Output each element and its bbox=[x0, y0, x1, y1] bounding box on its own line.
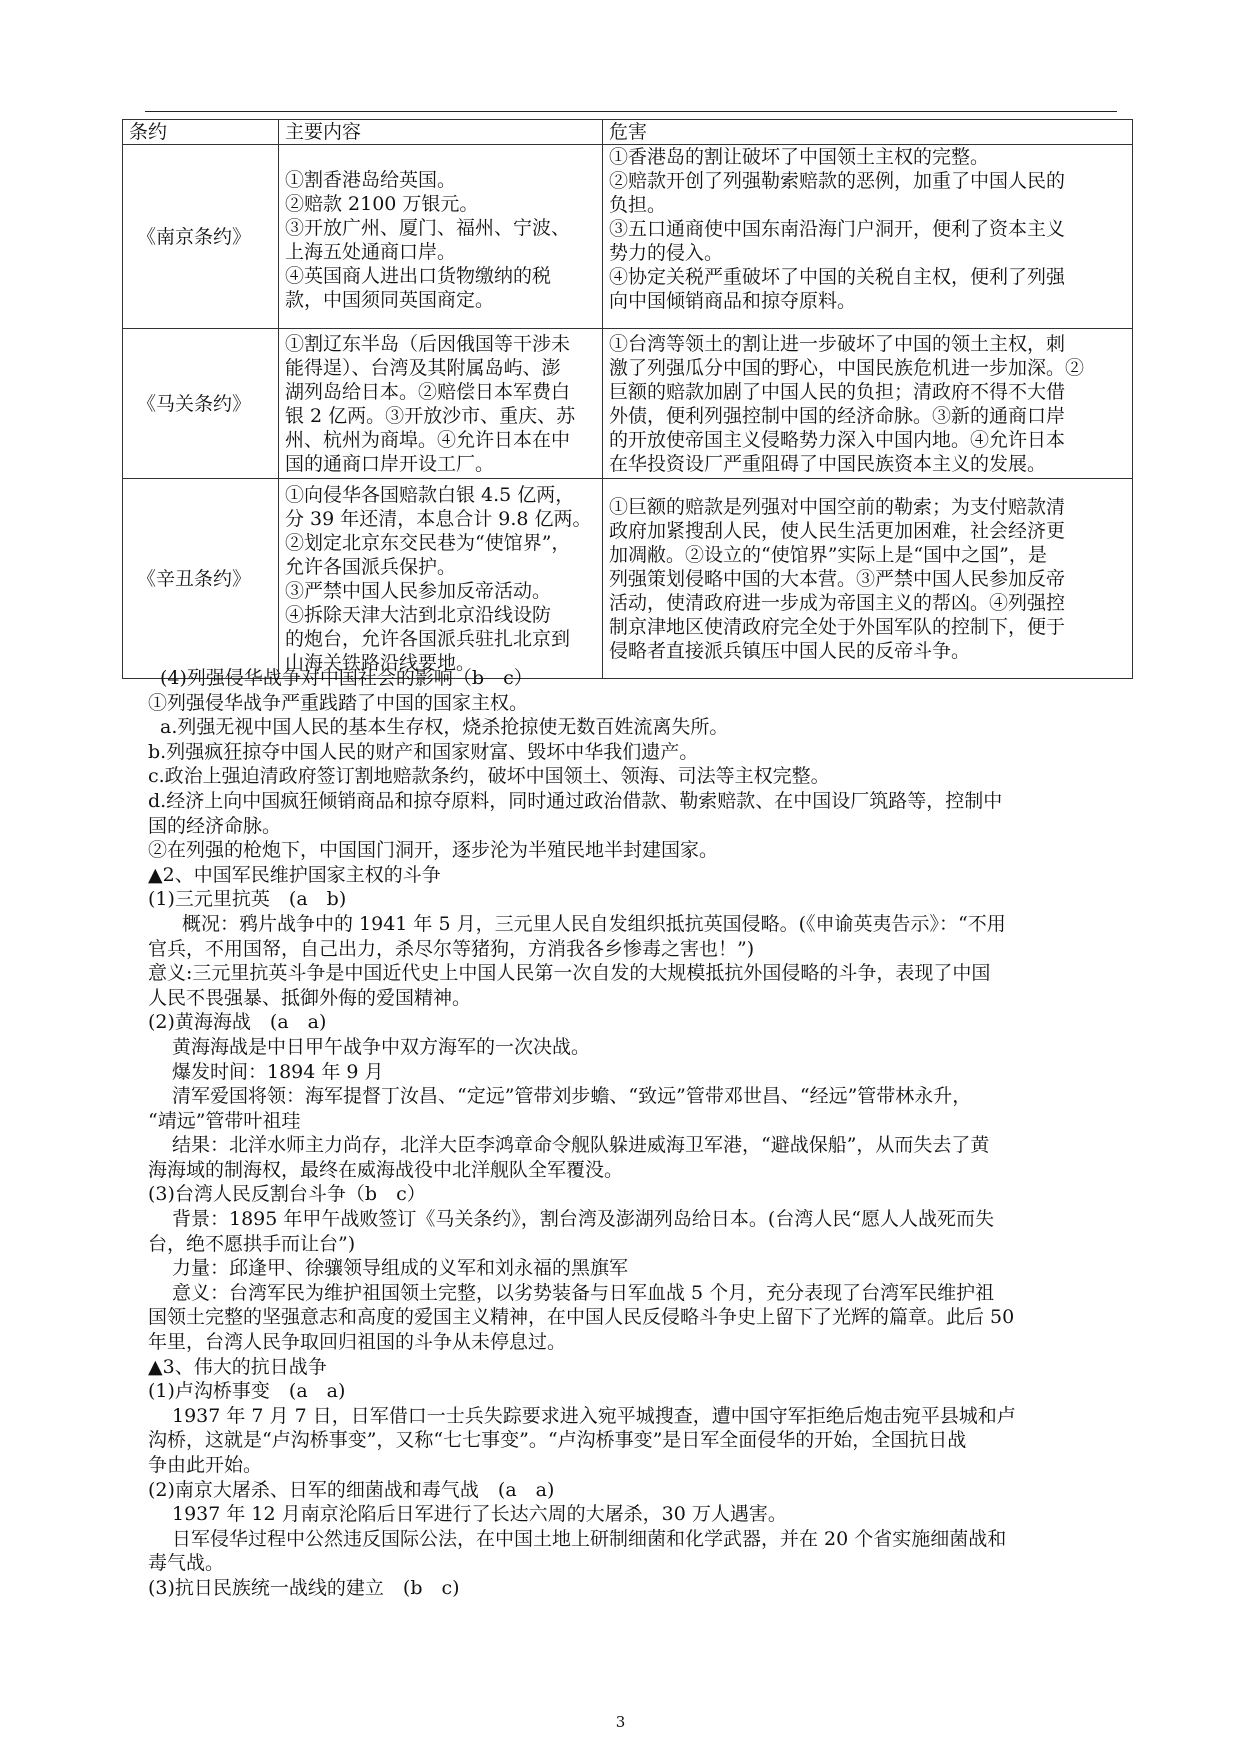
treaty-name: 《南京条约》 bbox=[123, 145, 279, 329]
harm-line: ①香港岛的割让破坏了中国领土主权的完整。 bbox=[609, 146, 990, 168]
harm-line: ③五口通商使中国东南沿海门户洞开，便利了资本主义 bbox=[609, 218, 1066, 240]
body-line: 背景：1895 年甲午战败签订《马关条约》，割台湾及澎湖列岛给日本。(台湾人民“愿人人战死而失 bbox=[172, 1208, 995, 1231]
section-heading: ▲2、中国军民维护国家主权的斗争 bbox=[148, 863, 441, 886]
content-line: ①向侵华各国赔款白银 4.5 亿两， bbox=[285, 483, 575, 506]
content-line: 国的通商口岸开设工厂。 bbox=[285, 452, 495, 475]
harm-line: ①巨额的赔款是列强对中国空前的勒索；为支付赔款清 bbox=[609, 495, 1066, 518]
subsection-heading: (3)台湾人民反割台斗争（b c） bbox=[148, 1183, 426, 1206]
harm-line: ①台湾等领土的割让进一步破坏了中国的领土主权，刺 bbox=[609, 332, 1066, 355]
treaty-harm bbox=[603, 479, 1133, 679]
section-heading: ▲3、伟大的抗日战争 bbox=[148, 1355, 327, 1378]
table-row-nanjing bbox=[123, 145, 1133, 329]
body-text bbox=[148, 666, 1108, 1601]
body-line: 争由此开始。 bbox=[148, 1454, 263, 1476]
body-line: c.政治上强迫清政府签订割地赔款条约，破坏中国领土、领海、司法等主权完整。 bbox=[148, 765, 830, 788]
body-line: ①列强侵华战争严重践踏了中国的国家主权。 bbox=[148, 691, 529, 714]
body-line: 爆发时间：1894 年 9 月 bbox=[172, 1060, 384, 1083]
body-line: 清军爱国将领：海军提督丁汝昌、“定远”管带刘步蟾、“致远”管带邓世昌、“经远”管带林永升， bbox=[172, 1085, 972, 1108]
harm-line: 激了列强瓜分中国的野心，中国民族危机进一步加深。② bbox=[609, 356, 1085, 379]
content-line: ②划定北京东交民巷为“使馆界”， bbox=[285, 531, 571, 554]
body-line: “靖远”管带叶祖珪 bbox=[148, 1109, 301, 1132]
body-line: 国的经济命脉。 bbox=[148, 814, 282, 837]
body-line: a.列强无视中国人民的基本生存权，烧杀抢掠使无数百姓流离失所。 bbox=[160, 716, 729, 739]
content-line: 银 2 亿两。③开放沙市、重庆、苏 bbox=[285, 404, 576, 427]
treaty-name: 《马关条约》 bbox=[123, 329, 279, 479]
body-line: 意义:三元里抗英斗争是中国近代史上中国人民第一次自发的大规模抵抗外国侵略的斗争，表现了中国 bbox=[148, 962, 991, 985]
content-line: 款，中国须同英国商定。 bbox=[285, 288, 495, 311]
body-line: 概况：鸦片战争中的 1941 年 5 月，三元里人民自发组织抵抗英国侵略。(《申谕英夷告示》：“不用 bbox=[182, 912, 1006, 935]
harm-line: 外债，便利列强控制中国的经济命脉。③新的通商口岸 bbox=[609, 404, 1066, 427]
body-line: 意义：台湾军民为维护祖国领土完整，以劣势装备与日军血战 5 个月，充分表现了台湾军民维护祖 bbox=[172, 1281, 995, 1304]
content-line: 能得逞）、台湾及其附属岛屿、澎 bbox=[285, 356, 561, 379]
header-content: 主要内容 bbox=[279, 120, 603, 145]
body-line: 官兵，不用国帑，自己出力，杀尽尔等猪狗，方消我各乡惨毒之害也！”) bbox=[148, 937, 755, 960]
harm-line: 侵略者直接派兵镇压中国人民的反帝斗争。 bbox=[609, 639, 971, 662]
subsection-heading: (1)卢沟桥事变 (a a) bbox=[148, 1380, 346, 1403]
subsection-heading: (2)南京大屠杀、日军的细菌战和毒气战 (a a) bbox=[148, 1478, 555, 1501]
harm-line: ④协定关税严重破坏了中国的关税自主权，便利了列强 bbox=[609, 266, 1066, 288]
content-line: 允许各国派兵保护。 bbox=[285, 555, 457, 578]
body-line: 结果：北洋水师主力尚存，北洋大臣李鸿章命令舰队躲进威海卫军港，“避战保船”，从而失去了黄 bbox=[172, 1134, 990, 1157]
body-line: b.列强疯狂掠夺中国人民的财产和国家财富、毁坏中华我们遗产。 bbox=[148, 740, 699, 763]
harm-line: 向中国倾销商品和掠夺原料。 bbox=[609, 290, 857, 312]
content-line: ②赔款 2100 万银元。 bbox=[285, 192, 479, 215]
body-line: 黄海海战是中日甲午战争中双方海军的一次决战。 bbox=[172, 1035, 591, 1058]
treaty-content bbox=[279, 329, 603, 479]
header-treaty: 条约 bbox=[123, 120, 279, 145]
body-line: 海海域的制海权，最终在威海战役中北洋舰队全军覆没。 bbox=[148, 1158, 624, 1181]
header-rule bbox=[145, 111, 1117, 112]
harm-line: 制京津地区使清政府完全处于外国军队的控制下，便于 bbox=[609, 615, 1066, 638]
content-line: ①割香港岛给英国。 bbox=[285, 168, 457, 191]
page-number: 3 bbox=[615, 1713, 626, 1731]
subsection-heading: (1)三元里抗英 (a b) bbox=[148, 888, 347, 911]
harm-line: 活动，使清政府进一步成为帝国主义的帮凶。④列强控 bbox=[609, 591, 1066, 614]
content-line: 湖列岛给日本。②赔偿日本军费白 bbox=[285, 380, 571, 403]
treaty-harm bbox=[603, 145, 1133, 329]
body-line: 1937 年 7 月 7 日，日军借口一士兵失踪要求进入宛平城搜查，遭中国守军拒绝后炮击宛平县城和卢 bbox=[172, 1404, 1016, 1427]
body-line: 人民不畏强暴、抵御外侮的爱国精神。 bbox=[148, 986, 472, 1009]
table-row-maguan bbox=[123, 329, 1133, 479]
harm-line: 势力的侵入。 bbox=[609, 242, 724, 264]
body-line: 国领土完整的坚强意志和高度的爱国主义精神，在中国人民反侵略斗争史上留下了光辉的篇章。此后 50 bbox=[148, 1306, 1015, 1329]
content-line: ③严禁中国人民参加反帝活动。 bbox=[285, 579, 552, 602]
harm-line: 负担。 bbox=[609, 194, 667, 216]
content-line: 山海关铁路沿线要地。 bbox=[285, 651, 476, 674]
content-line: 的炮台，允许各国派兵驻扎北京到 bbox=[285, 627, 571, 650]
harm-line: 列强策划侵略中国的大本营。③严禁中国人民参加反帝 bbox=[609, 567, 1066, 590]
table-row-xinchou bbox=[123, 479, 1133, 679]
content-line: ③开放广州、厦门、福州、宁波、 bbox=[285, 216, 571, 239]
body-line: 毒气战。 bbox=[148, 1552, 225, 1575]
content-line: 分 39 年还清，本息合计 9.8 亿两。 bbox=[285, 507, 592, 530]
subsection-heading: (3)抗日民族统一战线的建立 (b c) bbox=[148, 1576, 460, 1599]
treaty-harm bbox=[603, 329, 1133, 479]
content-line: ①割辽东半岛（后因俄国等干涉未 bbox=[285, 332, 571, 355]
body-line: 年里，台湾人民争取回归祖国的斗争从未停息过。 bbox=[148, 1331, 567, 1354]
content-line: 州、杭州为商埠。④允许日本在中 bbox=[285, 428, 571, 451]
content-line: ④拆除天津大沽到北京沿线设防 bbox=[285, 603, 552, 626]
harm-line: 政府加紧搜刮人民，使人民生活更加困难，社会经济更 bbox=[609, 519, 1066, 542]
harm-line: 巨额的赔款加剧了中国人民的负担；清政府不得不大借 bbox=[609, 380, 1066, 403]
header-harm: 危害 bbox=[603, 120, 1133, 145]
harm-line: 加凋敝。②设立的“使馆界”实际上是“国中之国”，是 bbox=[609, 543, 1047, 566]
treaty-table bbox=[122, 119, 1133, 679]
body-line: 力量：邱逢甲、徐骧领导组成的义军和刘永福的黑旗军 bbox=[172, 1257, 629, 1280]
harm-line: 在华投资设厂严重阻碍了中国民族资本主义的发展。 bbox=[609, 452, 1047, 475]
body-line: 台，绝不愿拱手而让台”) bbox=[148, 1232, 356, 1255]
harm-line: 的开放使帝国主义侵略势力深入中国内地。④允许日本 bbox=[609, 428, 1066, 451]
treaty-content bbox=[279, 145, 603, 329]
harm-line: ②赔款开创了列强勒索赔款的恶例，加重了中国人民的 bbox=[609, 170, 1066, 192]
body-line: (4)列强侵华战争对中国社会的影响（b c） bbox=[160, 667, 533, 689]
table-header-row bbox=[123, 120, 1133, 145]
body-line: 1937 年 12 月南京沦陷后日军进行了长达六周的大屠杀，30 万人遇害。 bbox=[172, 1503, 787, 1526]
body-line: ②在列强的枪炮下，中国国门洞开，逐步沦为半殖民地半封建国家。 bbox=[148, 839, 719, 862]
subsection-heading: (2)黄海海战 (a a) bbox=[148, 1011, 327, 1034]
body-line: 日军侵华过程中公然违反国际公法，在中国土地上研制细菌和化学武器，并在 20 个省实施细菌战和 bbox=[172, 1527, 1007, 1550]
treaty-content bbox=[279, 479, 603, 679]
body-line: d.经济上向中国疯狂倾销商品和掠夺原料，同时通过政治借款、勒索赔款、在中国设厂筑路等，控制中 bbox=[148, 789, 1003, 812]
body-line: 沟桥，这就是“卢沟桥事变”，又称“七七事变”。“卢沟桥事变”是日军全面侵华的开始，全国抗日战 bbox=[148, 1429, 967, 1452]
content-line: 上海五处通商口岸。 bbox=[285, 240, 457, 263]
content-line: ④英国商人进出口货物缴纳的税 bbox=[285, 264, 552, 287]
treaty-name: 《辛丑条约》 bbox=[123, 479, 279, 679]
